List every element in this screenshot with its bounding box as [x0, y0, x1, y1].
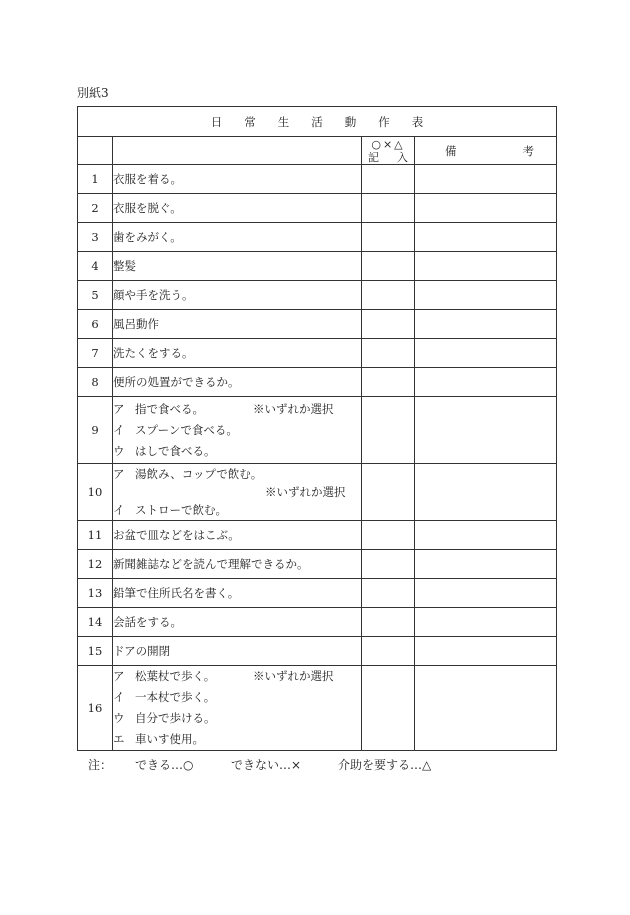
row-item: 顔や手を洗う。 — [113, 281, 362, 310]
remarks-cell[interactable] — [415, 579, 557, 608]
table-row — [78, 310, 557, 339]
table-row — [78, 194, 557, 223]
row-options — [113, 666, 362, 751]
option-text: 湯飲み、コップで飲む。 — [135, 466, 263, 481]
mark-cell[interactable] — [362, 637, 415, 666]
option-line — [113, 399, 361, 420]
option-prefix: ア — [113, 669, 125, 683]
remarks-cell[interactable] — [415, 281, 557, 310]
remarks-cell[interactable] — [415, 608, 557, 637]
remarks-cell[interactable] — [415, 252, 557, 281]
attachment-label: 別紙3 — [77, 86, 109, 100]
header-num-cell — [78, 137, 113, 165]
legend-cannot: できない…× — [231, 758, 302, 772]
remarks-cell[interactable] — [415, 637, 557, 666]
row-item: 鉛筆で住所氏名を書く。 — [113, 579, 362, 608]
select-note: ※いずれか選択 — [265, 484, 346, 499]
table-row — [78, 223, 557, 252]
row-item: ドアの開閉 — [113, 637, 362, 666]
mark-cell[interactable] — [362, 194, 415, 223]
mark-cell[interactable] — [362, 281, 415, 310]
remarks-cell[interactable] — [415, 339, 557, 368]
table-row — [78, 666, 557, 751]
remarks-cell[interactable] — [415, 550, 557, 579]
remarks-cell[interactable] — [415, 310, 557, 339]
option-line — [113, 708, 361, 729]
remarks-cell[interactable] — [415, 368, 557, 397]
table-row — [78, 339, 557, 368]
row-number: 5 — [78, 281, 113, 310]
mark-cell[interactable] — [362, 339, 415, 368]
header-mark-cell — [362, 137, 415, 165]
mark-cell[interactable] — [362, 397, 415, 464]
table-row — [78, 165, 557, 194]
row-number: 10 — [78, 464, 113, 521]
legend-can: できる…○ — [135, 758, 194, 772]
mark-label-a: 記 — [368, 150, 379, 164]
remarks-cell[interactable] — [415, 223, 557, 252]
row-item: 衣服を着る。 — [113, 165, 362, 194]
row-number: 7 — [78, 339, 113, 368]
header-remarks-cell — [415, 137, 557, 165]
mark-cell[interactable] — [362, 310, 415, 339]
option-line — [113, 666, 361, 687]
option-prefix: ウ — [113, 711, 125, 725]
option-text: はしで食べる。 — [135, 443, 216, 458]
row-number: 13 — [78, 579, 113, 608]
header-item-cell — [113, 137, 362, 165]
mark-cell[interactable] — [362, 579, 415, 608]
option-line — [113, 465, 361, 484]
row-item: 新聞雑誌などを読んで理解できるか。 — [113, 550, 362, 579]
mark-cell[interactable] — [362, 666, 415, 751]
mark-cell[interactable] — [362, 521, 415, 550]
row-item: 整髪 — [113, 252, 362, 281]
option-text: 指で食べる。 — [135, 401, 204, 416]
remarks-cell[interactable] — [415, 194, 557, 223]
row-number: 2 — [78, 194, 113, 223]
option-prefix: ウ — [113, 443, 125, 458]
option-line — [113, 441, 361, 462]
option-text: 自分で歩ける。 — [135, 711, 216, 725]
row-number: 14 — [78, 608, 113, 637]
row-number: 6 — [78, 310, 113, 339]
daily-activity-table — [77, 106, 557, 751]
row-number: 11 — [78, 521, 113, 550]
mark-cell[interactable] — [362, 464, 415, 521]
table-row — [78, 397, 557, 464]
remarks-cell[interactable] — [415, 666, 557, 751]
row-number: 12 — [78, 550, 113, 579]
option-prefix: エ — [113, 732, 125, 746]
table-row — [78, 464, 557, 521]
remarks-cell[interactable] — [415, 165, 557, 194]
table-row — [78, 368, 557, 397]
row-item: 風呂動作 — [113, 310, 362, 339]
row-options — [113, 397, 362, 464]
mark-cell[interactable] — [362, 368, 415, 397]
option-text: 松葉杖で歩く。 — [135, 669, 216, 683]
option-text: 車いす使用。 — [135, 732, 204, 746]
table-row — [78, 579, 557, 608]
row-number: 3 — [78, 223, 113, 252]
option-text: ストローで飲む。 — [135, 502, 227, 517]
option-line — [113, 501, 361, 520]
row-item: 歯をみがく。 — [113, 223, 362, 252]
row-item: 便所の処置ができるか。 — [113, 368, 362, 397]
table-title: 日常生活動作表 — [78, 107, 557, 137]
remarks-label-a: 備 — [445, 143, 457, 158]
row-number: 15 — [78, 637, 113, 666]
note-label: 注： — [88, 758, 113, 772]
row-item: お盆で皿などをはこぶ。 — [113, 521, 362, 550]
select-note: ※いずれか選択 — [253, 401, 334, 416]
row-number: 4 — [78, 252, 113, 281]
mark-label-b: 入 — [397, 150, 408, 164]
row-number: 8 — [78, 368, 113, 397]
mark-symbols: ○×△ — [371, 137, 405, 151]
option-line — [113, 420, 361, 441]
mark-cell[interactable] — [362, 223, 415, 252]
mark-cell[interactable] — [362, 252, 415, 281]
row-item: 洗たくをする。 — [113, 339, 362, 368]
table-row — [78, 281, 557, 310]
table-row — [78, 550, 557, 579]
table-row — [78, 608, 557, 637]
remarks-label-b: 考 — [522, 143, 534, 158]
option-text: スプーンで食べる。 — [135, 422, 238, 437]
row-number: 16 — [78, 666, 113, 751]
mark-cell[interactable] — [362, 165, 415, 194]
mark-cell[interactable] — [362, 608, 415, 637]
row-item: 会話をする。 — [113, 608, 362, 637]
option-line — [113, 484, 361, 501]
remarks-cell[interactable] — [415, 397, 557, 464]
row-number: 9 — [78, 397, 113, 464]
option-prefix: ア — [113, 466, 125, 481]
table-row — [78, 252, 557, 281]
option-prefix: ア — [113, 401, 125, 416]
option-line — [113, 687, 361, 708]
option-prefix: イ — [113, 690, 125, 704]
option-line — [113, 729, 361, 750]
option-prefix: イ — [113, 502, 125, 517]
option-text: 一本杖で歩く。 — [135, 690, 216, 704]
select-note: ※いずれか選択 — [253, 669, 334, 683]
table-row — [78, 521, 557, 550]
row-item: 衣服を脱ぐ。 — [113, 194, 362, 223]
legend-assist: 介助を要する…△ — [338, 758, 432, 772]
row-number: 1 — [78, 165, 113, 194]
remarks-cell[interactable] — [415, 464, 557, 521]
option-prefix: イ — [113, 422, 125, 437]
mark-cell[interactable] — [362, 550, 415, 579]
table-row — [78, 637, 557, 666]
remarks-cell[interactable] — [415, 521, 557, 550]
row-options — [113, 464, 362, 521]
